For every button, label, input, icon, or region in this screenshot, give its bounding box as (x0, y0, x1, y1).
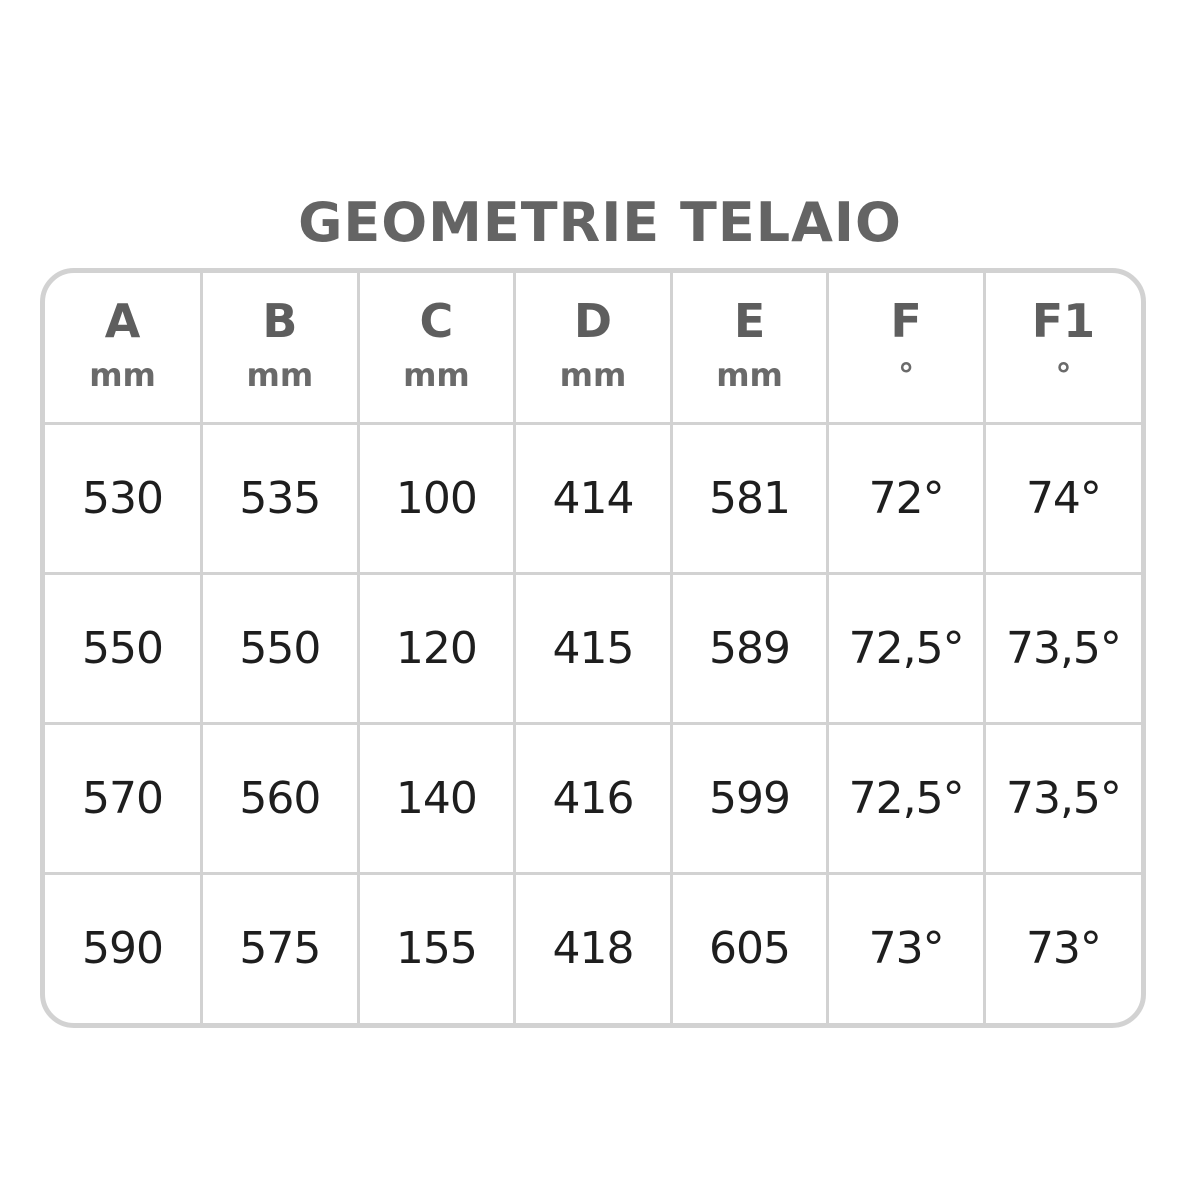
table-cell: 72° (828, 423, 985, 573)
column-letter: D (573, 294, 613, 349)
table-cell: 581 (671, 423, 828, 573)
column-letter: E (733, 294, 766, 349)
table-cell: 575 (202, 873, 359, 1023)
column-unit: mm (403, 356, 470, 395)
table-cell: 415 (515, 573, 672, 723)
column-header-d (515, 273, 672, 423)
table-cell: 74° (984, 423, 1141, 573)
column-letter: A (104, 294, 141, 349)
column-unit: ° (1055, 356, 1072, 395)
table-cell: 416 (515, 723, 672, 873)
table-cell: 605 (671, 873, 828, 1023)
table-row (45, 423, 1141, 573)
table-cell: 550 (202, 573, 359, 723)
column-unit: mm (89, 356, 156, 395)
table-row (45, 873, 1141, 1023)
table-cell: 72,5° (828, 573, 985, 723)
table-row (45, 723, 1141, 873)
column-header-a (45, 273, 202, 423)
column-header-c (358, 273, 515, 423)
table-cell: 140 (358, 723, 515, 873)
column-unit: mm (716, 356, 783, 395)
geometry-table (45, 273, 1141, 1023)
table-cell: 73° (828, 873, 985, 1023)
table-row (45, 573, 1141, 723)
column-header-f (828, 273, 985, 423)
table-cell: 550 (45, 573, 202, 723)
table-cell: 72,5° (828, 723, 985, 873)
table-cell: 120 (358, 573, 515, 723)
table-cell: 570 (45, 723, 202, 873)
column-unit: mm (246, 356, 314, 395)
column-header-b (202, 273, 359, 423)
table-cell: 590 (45, 873, 202, 1023)
geometry-table-frame (40, 268, 1146, 1028)
table-cell: 589 (671, 573, 828, 723)
table-cell: 414 (515, 423, 672, 573)
column-unit: mm (559, 356, 627, 395)
column-header-e (671, 273, 828, 423)
table-cell: 530 (45, 423, 202, 573)
column-unit: ° (898, 356, 915, 395)
column-letter: B (262, 294, 298, 349)
table-cell: 535 (202, 423, 359, 573)
table-cell: 73,5° (984, 573, 1141, 723)
table-cell: 155 (358, 873, 515, 1023)
column-letter: F1 (1031, 294, 1096, 349)
column-header-f1 (984, 273, 1141, 423)
table-cell: 100 (358, 423, 515, 573)
table-cell: 560 (202, 723, 359, 873)
table-cell: 73° (984, 873, 1141, 1023)
table-title: GEOMETRIE TELAIO (298, 191, 902, 254)
header-row (45, 273, 1141, 423)
table-cell: 599 (671, 723, 828, 873)
column-letter: F (890, 294, 922, 349)
table-cell: 418 (515, 873, 672, 1023)
table-cell: 73,5° (984, 723, 1141, 873)
column-letter: C (419, 294, 454, 349)
